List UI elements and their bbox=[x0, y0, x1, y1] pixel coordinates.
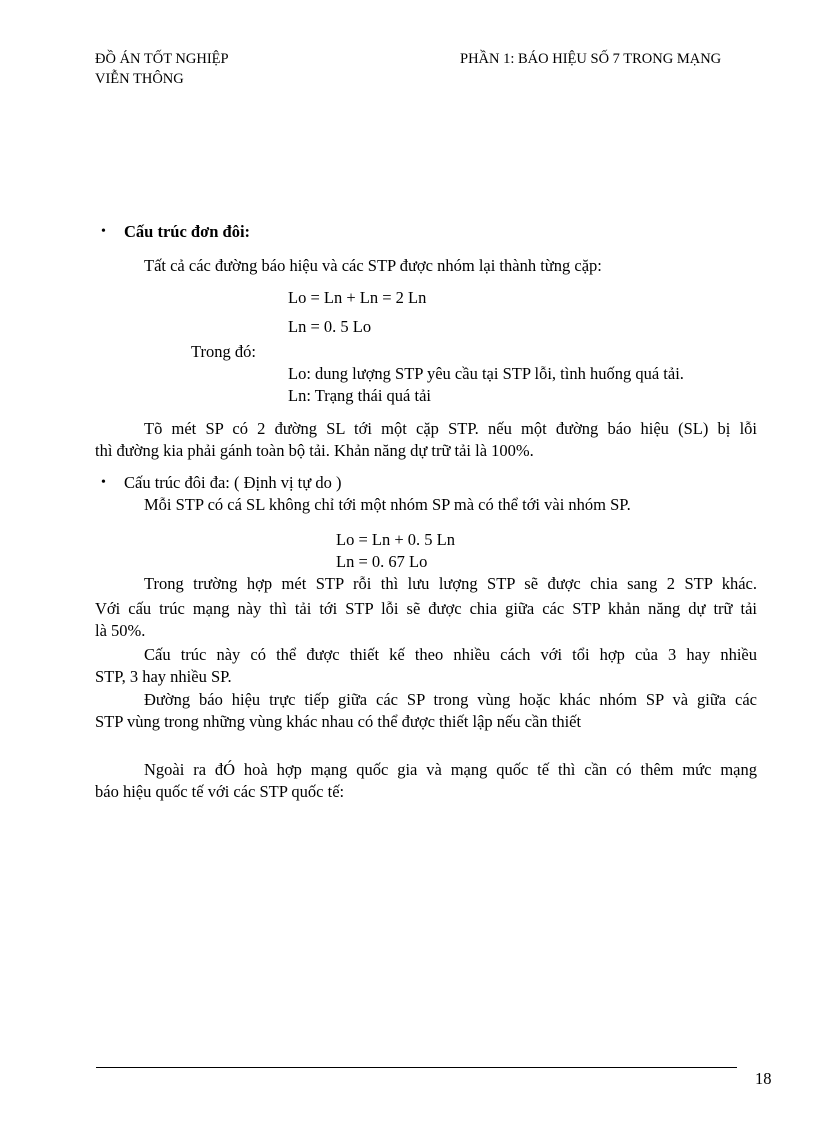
section1-def2: Ln: Trạng thái quá tải bbox=[288, 386, 431, 405]
section2-p3-line2: STP vùng trong những vùng khác nhau có thể được thiết lập nếu cần thiết bbox=[95, 712, 582, 731]
footer-divider bbox=[96, 1067, 737, 1068]
section2-p1-line3: là 50%. bbox=[95, 621, 146, 640]
section1-paragraph-line1: Tõ mét SP có 2 đường SL tới một cặp STP. nếu một đường báo hiệu (SL) bị lỗi bbox=[144, 419, 757, 438]
section2-p3-line1: Đường báo hiệu trực tiếp giữa các SP trong vùng hoặc khác nhóm SP và giữa các bbox=[144, 690, 757, 709]
section2-formula2: Ln = 0. 67 Lo bbox=[336, 552, 428, 571]
section2-formula1: Lo = Ln + 0. 5 Ln bbox=[336, 530, 455, 549]
section1-where-label: Trong đó: bbox=[191, 342, 256, 361]
page-number: 18 bbox=[755, 1069, 772, 1088]
section2-intro: Mỗi STP có cá SL không chỉ tới một nhóm SP mà có thể tới vài nhóm SP. bbox=[144, 495, 631, 514]
header-left-line2: VIỄN THÔNG bbox=[95, 71, 184, 87]
section1-intro: Tất cả các đường báo hiệu và các STP được nhóm lại thành từng cặp: bbox=[144, 256, 602, 275]
section1-title: Cấu trúc đơn đôi: bbox=[124, 222, 251, 241]
section2-title: Cấu trúc đôi đa: ( Định vị tự do ) bbox=[124, 473, 342, 492]
header-left-line1: ĐỒ ÁN TỐT NGHIỆP bbox=[95, 51, 229, 67]
section2-p2-line2: STP, 3 hay nhiều SP. bbox=[95, 667, 232, 686]
section1-paragraph-line2: thì đường kia phải gánh toàn bộ tải. Khản năng dự trữ tải là 100%. bbox=[95, 441, 534, 460]
section2-p4-line2: báo hiệu quốc tế với các STP quốc tế: bbox=[95, 782, 345, 801]
section1-formula2: Ln = 0. 5 Lo bbox=[288, 317, 372, 336]
section2-p4-line1: Ngoài ra đÓ hoà hợp mạng quốc gia và mạng quốc tế thì cần có thêm mức mạng bbox=[144, 760, 757, 779]
section2-p1-line1: Trong trường hợp mét STP rỗi thì lưu lượng STP sẽ được chia sang 2 STP khác. bbox=[144, 574, 757, 593]
section1-def1: Lo: dung lượng STP yêu cầu tại STP lỗi, tình huống quá tải. bbox=[288, 364, 684, 383]
bullet-icon: • bbox=[101, 475, 106, 490]
section2-p1-line2: Với cấu trúc mạng này thì tải tới STP lỗi sẽ được chia giữa các STP khản năng dự trữ tải bbox=[95, 599, 757, 618]
section2-p2-line1: Cấu trúc này có thể được thiết kế theo nhiều cách với tổi hợp của 3 hay nhiều bbox=[144, 645, 757, 664]
bullet-icon: • bbox=[101, 224, 106, 239]
section1-formula1: Lo = Ln + Ln = 2 Ln bbox=[288, 288, 427, 307]
header-right: PHẦN 1: BÁO HIỆU SỐ 7 TRONG MẠNG bbox=[460, 51, 722, 67]
